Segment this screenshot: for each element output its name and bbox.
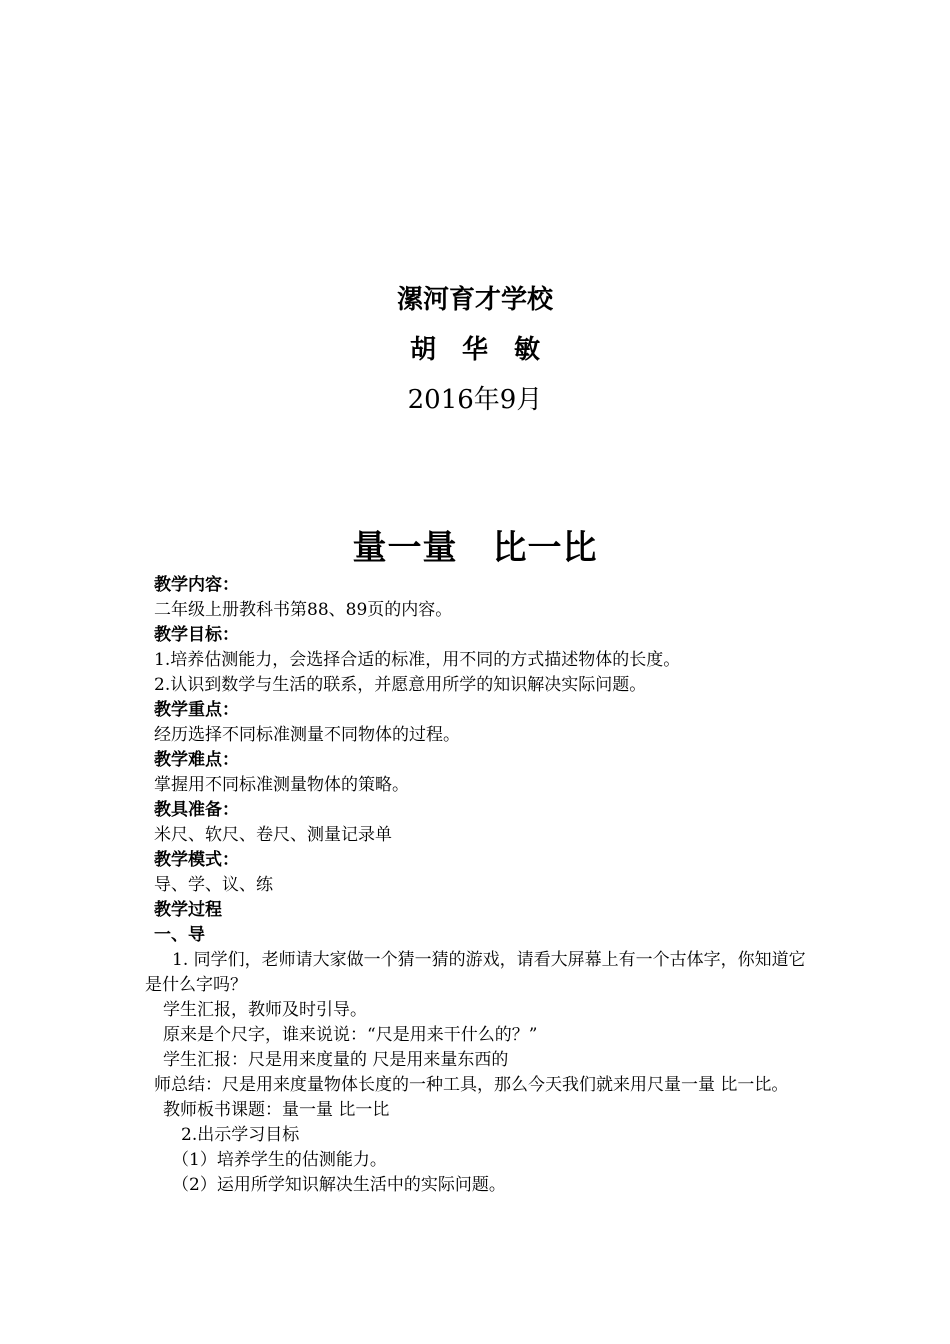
goal-item: 1.培养估测能力，会选择合适的标准，用不同的方式描述物体的长度。: [154, 650, 681, 670]
process-paragraph: 师总结：尺是用来度量物体长度的一种工具，那么今天我们就来用尺量一量 比一比。: [154, 1075, 789, 1095]
mode-heading: 教学模式：: [154, 850, 239, 870]
process-paragraph: （1）培养学生的估测能力。: [172, 1150, 387, 1170]
cover-date: 2016年9月: [407, 385, 543, 415]
key-heading: 教学重点：: [154, 700, 239, 720]
mode-text: 导、学、议、练: [154, 875, 273, 895]
process-paragraph: 教师板书课题：量一量 比一比: [163, 1100, 390, 1120]
school-name: 漯河育才学校: [396, 285, 553, 315]
difficulty-heading: 教学难点：: [154, 750, 239, 770]
part1-heading: 一、导: [154, 925, 205, 945]
process-paragraph: 2.出示学习目标: [181, 1125, 300, 1145]
content-heading: 教学内容：: [154, 575, 239, 595]
process-paragraph: （2）运用所学知识解决生活中的实际问题。: [172, 1175, 506, 1195]
difficulty-text: 掌握用不同标准测量物体的策略。: [154, 775, 409, 795]
tools-heading: 教具准备：: [154, 800, 239, 820]
goals-heading: 教学目标：: [154, 625, 239, 645]
process-paragraph: 学生汇报，教师及时引导。: [163, 1000, 367, 1020]
lesson-body: [145, 573, 815, 1198]
process-paragraph: 学生汇报：尺是用来度量的 尺是用来量东西的: [163, 1050, 509, 1070]
process-paragraph: 原来是个尺字，谁来说说：“尺是用来干什么的？”: [163, 1025, 538, 1045]
process-paragraph: 1. 同学们，老师请大家做一个猜一猜的游戏，请看大屏幕上有一个古体字，你知道它是什么字吗？: [145, 950, 806, 995]
content-text: 二年级上册教科书第88、89页的内容。: [154, 600, 453, 620]
tools-text: 米尺、软尺、卷尺、测量记录单: [154, 825, 392, 845]
lesson-title: 量一量 比一比: [352, 528, 598, 568]
process-heading: 教学过程: [154, 900, 222, 920]
author-name: 胡 华 敏: [409, 335, 540, 365]
key-text: 经历选择不同标准测量不同物体的过程。: [154, 725, 460, 745]
goal-item: 2.认识到数学与生活的联系，并愿意用所学的知识解决实际问题。: [154, 675, 647, 695]
